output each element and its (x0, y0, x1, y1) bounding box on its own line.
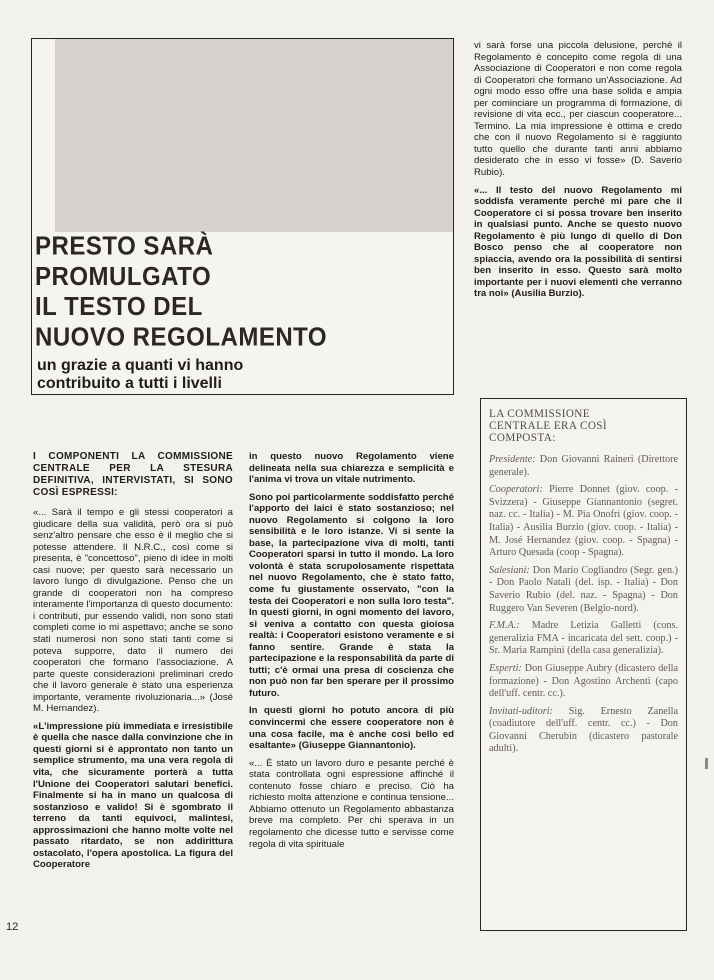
paragraph-bold: «L'impressione più immediata e irresistibile è quella che nasce dalla convinzione che in questi giorni si è approntato non tanto un semplice strumento, ma una vera regola di vita, che sicuramente porterà a tutta l'Unione dei Cooperatori salutari benefici. Finalmente si ha in mano un qualcosa di sostanzioso e valido! Si è sgombrato il terreno da tanti equivoci, malintesi, approssimazioni che hanno molte volte nel passato ritardato, se non addirittura ostacolato, l'opera apostolica. La figura del Cooperatore (33, 720, 233, 871)
paragraph-bold: in questo nuovo Regolamento viene delineata nella sua chiarezza e semplicità e l'anima vi trova un vitale nutrimento. (249, 451, 454, 486)
lead-text: I COMPONENTI LA COMMISSIONE CENTRALE PER LA STESURA DEFINITIVA, INTERVISTATI, SI SONO COSÌ ESPRESSI: (33, 451, 233, 498)
commission-entry (489, 706, 678, 756)
commission-role: Cooperatori: (489, 484, 543, 496)
commission-role: Presidente: (489, 454, 536, 465)
commission-entry (489, 565, 678, 615)
commission-heading-line: CENTRALE ERA COSÌ (489, 420, 608, 432)
commission-members: Madre Letizia Galletti (cons. generalizia FMA - incaricata del sett. coop.) - Sr. Maria Rampini (della casa generalizia). (489, 620, 678, 657)
title-box (31, 38, 454, 395)
subheadline (37, 357, 447, 393)
commission-heading-line: LA COMMISSIONE (489, 408, 591, 420)
commission-members: Sig. Ernesto Zanella (coadiutore dell'uff. centr. cc.) - Don Giovanni Cherubin (dicastero pastorale adulti). (489, 705, 678, 755)
subheadline-line: contribuito a tutti i livelli (37, 375, 222, 392)
photo-placeholder (55, 39, 453, 232)
commission-members: Don Mario Cogliandro (Segr. gen.) - Don Paolo Natali (del. isp. - Italia) - Don Saverio Rubio (del. naz. - Spagna) - Don Ruggero Van Severen (Belgio-nord). (489, 564, 678, 614)
paragraph-bold: «... Il testo del nuovo Regolamento mi soddisfa veramente perché mi pare che il Cooperatore ci si possa trovare ben inserito in qualsiasi punto. Anche se questo nuovo Regolamento è più lungo di quello di Don Bosco penso che al cooperatore non spiaccia, avendo ora la possibilità di sentirsi ben inserito in esso. Questo sarà molto importante per i nuovi elementi che verranno tra noi» (Ausilia Burzio). (474, 184, 682, 300)
headline-line: IL TESTO DEL (35, 292, 203, 322)
commission-members: Don Giovanni Raineri (Direttore generale). (489, 454, 678, 478)
commission-role: F.M.A.: (489, 620, 520, 632)
commission-members: Don Giuseppe Aubry (dicastero della formazione) - Don Agostino Archenti (capo dell'uff. centr. cc.). (489, 662, 678, 700)
left-column (33, 451, 233, 877)
paragraph: vi sarà forse una piccola delusione, perché il Regolamento è concepito come regola di una Associazione di Cooperatori e non come regola di Cooperatori che formano un'Associazione. Ad ogni modo esso offre una base solida e ampia per cominciare un programma di formazione, di revisione di vita ecc., per ciascun cooperatore... Termino. La mia impressione è ottima e credo che con il nuovo Regolamento si è raggiunto tutto quello che durante tanti anni abbiamo desiderato che in esso vi fosse» (D. Saverio Rubio). (474, 40, 682, 179)
top-right-column (474, 40, 682, 306)
paragraph-bold: Sono poi particolarmente soddisfatto perché l'apporto dei laici è stato sostanzioso; nel nuovo Regolamento si colgono la loro sensibilità e le loro istanze. Vi si sente la base, la partecipazione viva di molti, tanti Cooperatori sparsi in tutto il mondo. La loro volontà è stata scrupolosamente rispettata nel nuovo Regolamento, che è stato fatto, come fu giustamente osservato, "con la testa dei Cooperatori e non sulla loro testa". In questi giorni, in ogni momento del lavoro, si veniva a contatto con questa gioiosa realtà: i Cooperatori esistono veramente e si fanno sentire. Grande è stata la partecipazione e la responsabilità da parte di tutti; c'è ormai una presa di coscienza che non può non far ben sperare per il prossimo futuro. (249, 491, 454, 699)
commission-members: Pierre Donnet (giov. coop. - Svizzera) - Giuseppe Giannantonio (segret. naz. cc. - Italia) - M. Pia Onofri (giov. coop. - Italia) - Ausilia Burzio (giov. coop. - Italia) - M. José Hernandez (giov. coop. - Spagna) - Arturo Quesada (coop - Spagna). (489, 484, 678, 559)
subheadline-line: un grazie a quanti vi hanno (37, 357, 244, 374)
margin-mark (705, 758, 708, 769)
middle-column (249, 451, 454, 856)
commission-entry (489, 454, 678, 479)
commission-role: Invitati-uditori: (489, 705, 553, 717)
commission-heading-line: COMPOSTA: (489, 432, 556, 444)
commission-box (480, 398, 687, 931)
commission-role: Esperti: (489, 662, 522, 674)
headline-line: PRESTO SARÀ (35, 232, 214, 262)
paragraph-bold: In questi giorni ho potuto ancora di più convincermi che essere cooperatore non è una cosa facile, ma è anche così bello ed esaltante» (Giuseppe Giannantonio). (249, 705, 454, 752)
paragraph: «... Sarà il tempo e gli stessi cooperatori a giudicare della sua validità, però ora si può senz'altro pensare che esso è il meglio che si potesse attendere. Il N.R.C., così come si presenta, è "concettoso", pieno di idee in molti casi nuove; per questo sarà necessario un lavoro lungo di divulgazione. Penso che un grande di cooperatori non ha compreso interamente l'importanza di questo documento: i contributi, pur essendo validi, non sono stati completi come io mi aspettavo; anche se sono stati numerosi non sono stati tanti come si poteva supporre, dato il numero dei cooperatori che formano l'associazione. A parte queste considerazioni preliminari credo che il lavoro generale è stato una esperienza importante, veramente rivoluzionaria...» (José M. Hernandez). (33, 507, 233, 715)
commission-heading (489, 408, 678, 444)
commission-entry (489, 484, 678, 560)
paragraph: «... È stato un lavoro duro e pesante perché è stata controllata ogni espressione affinché il contenuto fosse chiaro e preciso. Ciò ha richiesto molta attenzione e continua tensione... Abbiamo ottenuto un Regolamento abbastanza breve ma completo. Per chi sperava in un regolamento che dicesse tutto e servisse come regola di vita spirituale (249, 757, 454, 850)
commission-role: Salesiani: (489, 564, 530, 576)
commission-entry (489, 663, 678, 701)
page-number: 12 (6, 921, 19, 933)
commission-entry (489, 620, 678, 658)
headline-line: PROMULGATO (35, 262, 212, 292)
headline (35, 232, 435, 353)
headline-line: NUOVO REGOLAMENTO (35, 322, 328, 352)
